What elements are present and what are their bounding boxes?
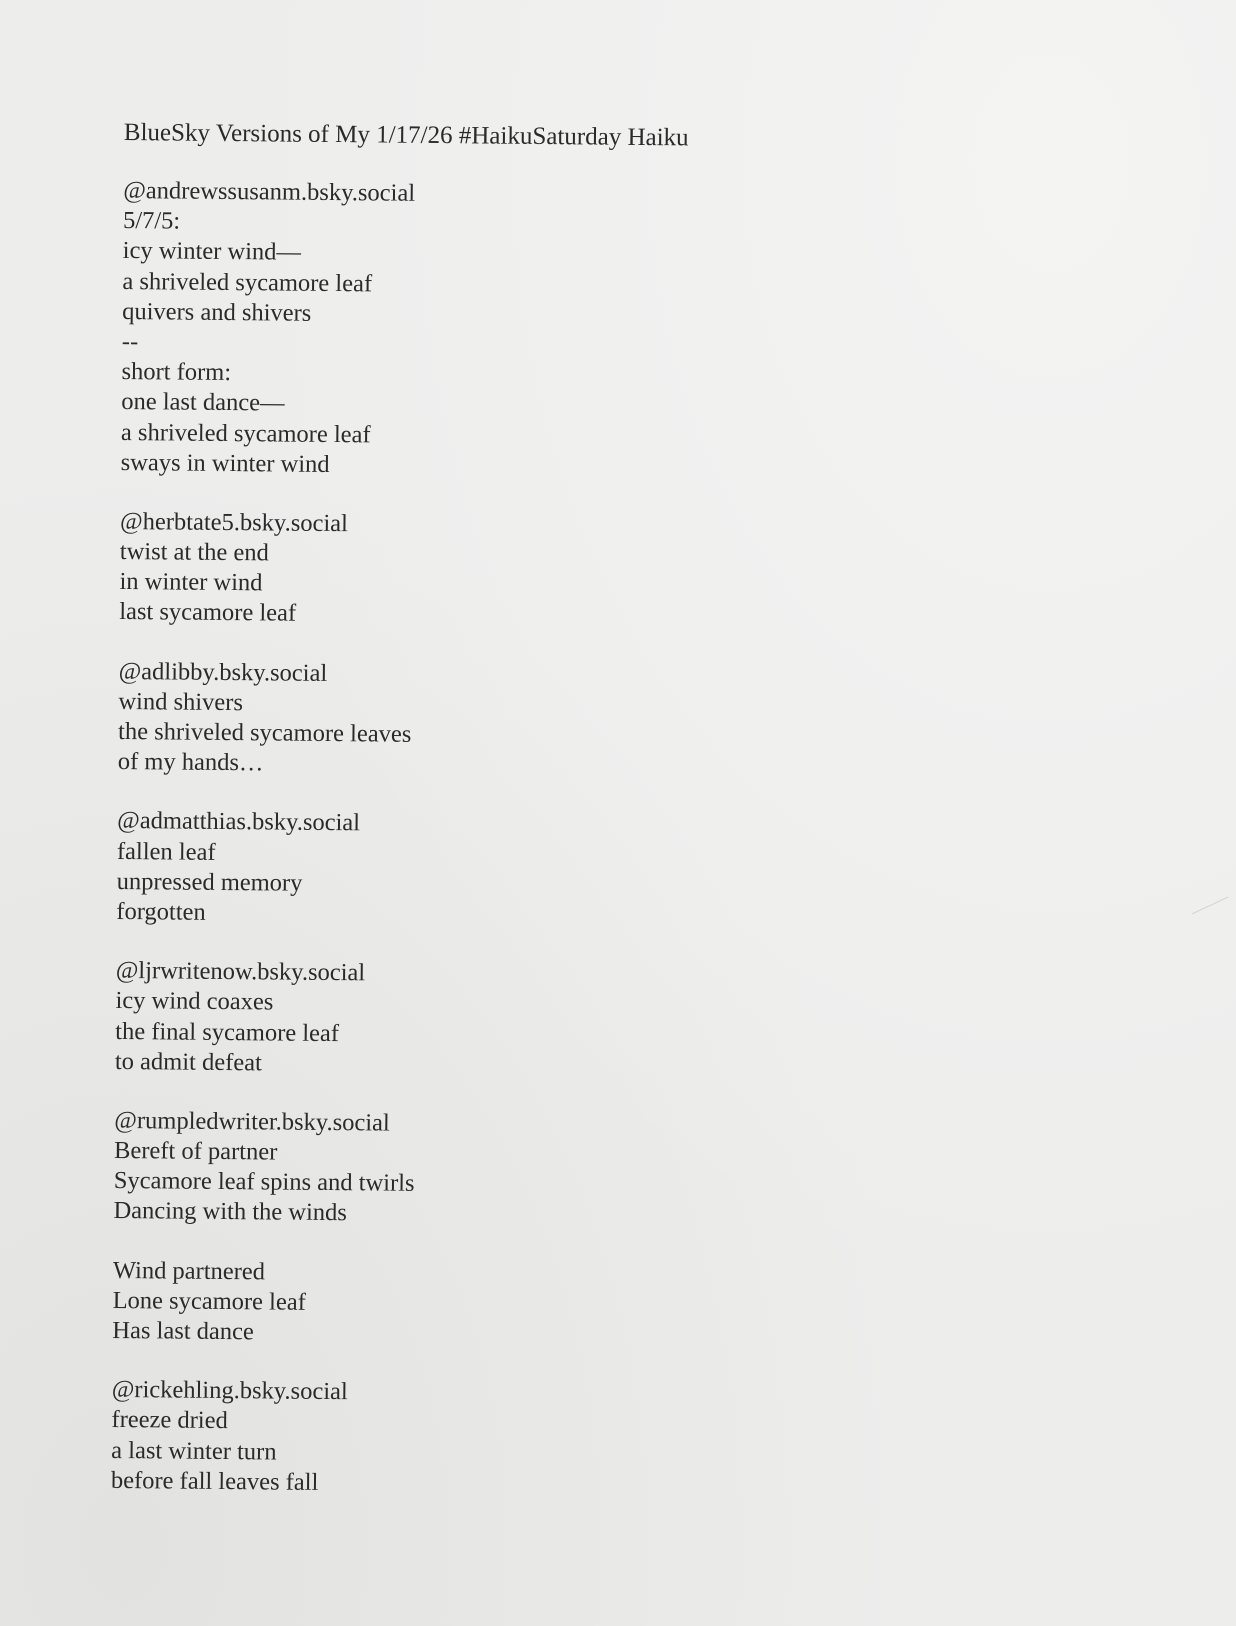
haiku-line: in winter wind bbox=[119, 568, 263, 597]
haiku-line: Lone sycamore leaf bbox=[112, 1286, 306, 1316]
haiku-line: one last dance— bbox=[121, 388, 285, 417]
paper-crease bbox=[1192, 897, 1229, 915]
haiku-entry bbox=[111, 1375, 812, 1502]
haiku-line: forgotten bbox=[116, 897, 206, 926]
haiku-line: Bereft of partner bbox=[113, 1137, 278, 1166]
haiku-line: Dancing with the winds bbox=[113, 1197, 348, 1227]
document-title: BlueSky Versions of My 1/17/26 #HaikuSaturday Haiku bbox=[123, 118, 689, 152]
haiku-line: sways in winter wind bbox=[120, 448, 330, 478]
haiku-line: icy winter wind— bbox=[122, 237, 302, 267]
haiku-entry bbox=[113, 1106, 814, 1233]
author-handle: @rickehling.bsky.social bbox=[111, 1376, 348, 1406]
haiku-list bbox=[111, 176, 824, 1503]
haiku-line: unpressed memory bbox=[116, 867, 303, 897]
haiku-line: a shriveled sycamore leaf bbox=[120, 418, 371, 448]
haiku-line: the final sycamore leaf bbox=[115, 1017, 340, 1047]
haiku-entry bbox=[115, 956, 816, 1083]
haiku-entry bbox=[121, 176, 824, 485]
haiku-line: before fall leaves fall bbox=[110, 1466, 319, 1496]
haiku-line: quivers and shivers bbox=[122, 297, 312, 327]
haiku-line: a last winter turn bbox=[111, 1436, 277, 1466]
haiku-line: to admit defeat bbox=[114, 1047, 263, 1077]
haiku-entry bbox=[112, 1256, 813, 1353]
haiku-line: icy wind coaxes bbox=[115, 987, 274, 1016]
author-handle: @rumpledwriter.bsky.social bbox=[114, 1106, 390, 1137]
haiku-line: of my hands… bbox=[117, 748, 264, 777]
document-body bbox=[110, 118, 823, 1532]
haiku-line: 5/7/5: bbox=[122, 207, 181, 235]
author-handle: @admatthias.bsky.social bbox=[117, 807, 361, 837]
haiku-line: Has last dance bbox=[112, 1316, 254, 1346]
author-handle: @ljrwritenow.bsky.social bbox=[115, 957, 366, 987]
haiku-line: the shriveled sycamore leaves bbox=[117, 717, 412, 748]
haiku-line: short form: bbox=[121, 358, 232, 387]
haiku-line: Wind partnered bbox=[112, 1256, 266, 1286]
haiku-line: twist at the end bbox=[119, 538, 269, 567]
haiku-line: a shriveled sycamore leaf bbox=[122, 267, 373, 297]
haiku-line: last sycamore leaf bbox=[119, 598, 297, 628]
author-handle: @herbtate5.bsky.social bbox=[119, 507, 349, 538]
haiku-line: Sycamore leaf spins and twirls bbox=[113, 1167, 415, 1198]
haiku-entry bbox=[116, 806, 817, 933]
haiku-line: fallen leaf bbox=[116, 837, 216, 866]
haiku-line: freeze dried bbox=[111, 1406, 228, 1435]
haiku-entry bbox=[119, 507, 820, 634]
author-handle: @andrewssusanm.bsky.social bbox=[123, 176, 416, 207]
haiku-line: wind shivers bbox=[118, 687, 244, 716]
haiku-entry bbox=[118, 657, 819, 784]
author-handle: @adlibby.bsky.social bbox=[118, 657, 328, 687]
haiku-line: -- bbox=[121, 327, 139, 356]
